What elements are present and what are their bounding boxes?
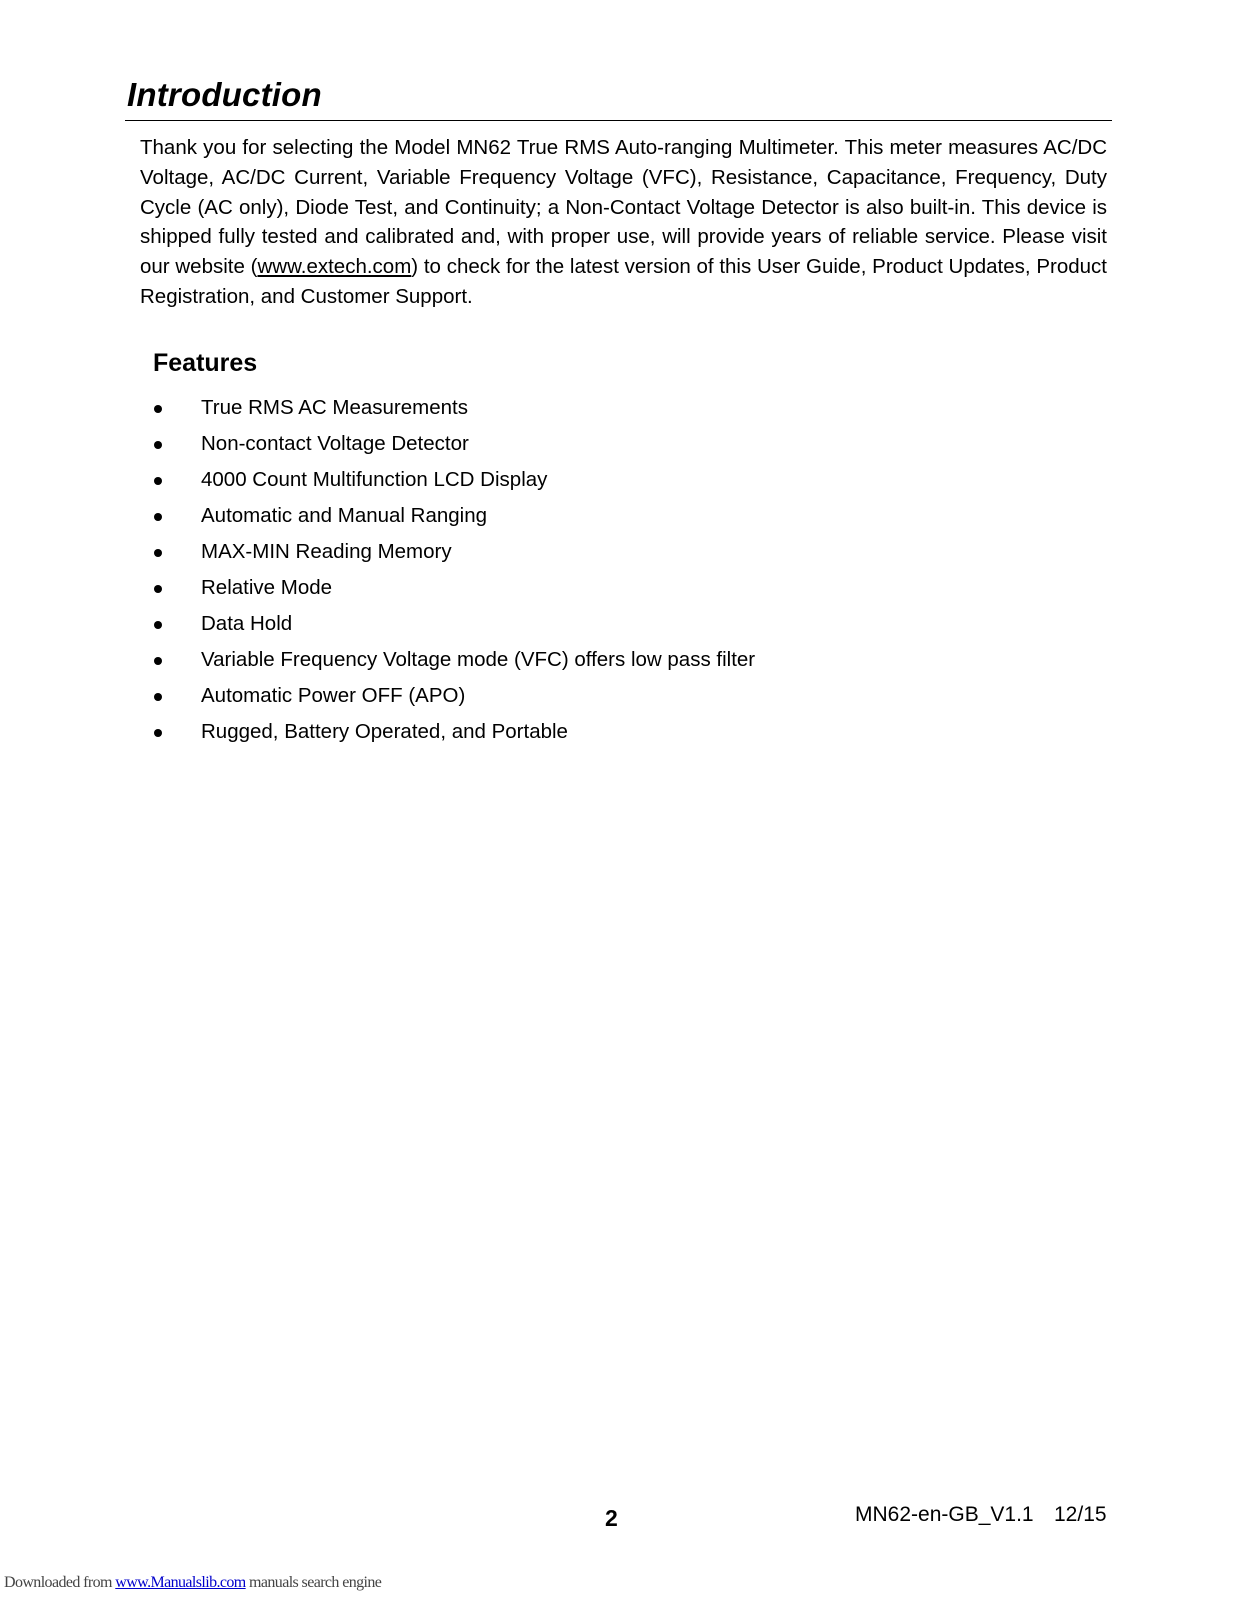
feature-item (152, 714, 952, 750)
document-code: MN62-en-GB_V1.1 (855, 1503, 1034, 1526)
download-banner-suffix: manuals search engine (245, 1574, 382, 1591)
bullet-icon (154, 621, 162, 629)
bullet-icon (154, 549, 162, 557)
download-banner-prefix: Downloaded from (4, 1574, 116, 1591)
feature-item-label: True RMS AC Measurements (201, 396, 468, 419)
feature-item (152, 678, 952, 714)
bullet-icon (154, 729, 162, 737)
page-title: Introduction (127, 76, 322, 113)
intro-text-end: ) to check for the latest version of this User Guide, Product Updates, Product Registration, and Customer Support. (140, 255, 1107, 308)
document-date: 12/15 (1054, 1503, 1107, 1526)
features-heading: Features (153, 349, 258, 377)
feature-item (152, 390, 952, 426)
feature-item-label: Relative Mode (201, 576, 333, 599)
feature-item-label: Automatic Power OFF (APO) (201, 684, 466, 707)
bullet-icon (154, 405, 162, 413)
bullet-icon (154, 477, 162, 485)
bullet-icon (154, 513, 162, 521)
feature-item (152, 570, 952, 606)
feature-item (152, 498, 952, 534)
feature-item-label: Rugged, Battery Operated, and Portable (201, 720, 568, 743)
feature-item-label: Automatic and Manual Ranging (201, 504, 488, 527)
intro-paragraph (140, 133, 1107, 312)
bullet-icon (154, 441, 162, 449)
intro-text-start: Thank you for selecting the Model MN62 True RMS Auto-ranging Multimeter. This meter measures AC/DC Voltage, AC/DC Current, Variable Frequency Voltage (VFC), Resistance, Capacitance, Frequency, Duty Cycle (AC only), Diode Test, and Continuity; a Non-Contact Voltage Detector is also built-in. This device is shipped fully tested and calibrated and, with proper use, will provide years of reliable service. Please visit our website ( (140, 136, 1107, 279)
feature-item (152, 642, 952, 678)
feature-item-label: Variable Frequency Voltage mode (VFC) offers low pass filter (201, 648, 756, 671)
feature-item-label: MAX-MIN Reading Memory (201, 540, 452, 563)
manualslib-link[interactable]: www.Manualslib.com (115, 1574, 246, 1591)
feature-item (152, 606, 952, 642)
website-link[interactable]: www.extech.com (257, 255, 412, 279)
feature-item-label: Non-contact Voltage Detector (201, 432, 469, 455)
feature-item (152, 534, 952, 570)
feature-item (152, 462, 952, 498)
feature-item-label: 4000 Count Multifunction LCD Display (201, 468, 548, 491)
bullet-icon (154, 693, 162, 701)
feature-item-label: Data Hold (201, 612, 293, 635)
title-underline (125, 120, 1112, 121)
bullet-icon (154, 657, 162, 665)
download-banner (4, 1574, 381, 1592)
features-list (152, 390, 952, 750)
feature-item (152, 426, 952, 462)
page-number: 2 (605, 1505, 618, 1531)
bullet-icon (154, 585, 162, 593)
